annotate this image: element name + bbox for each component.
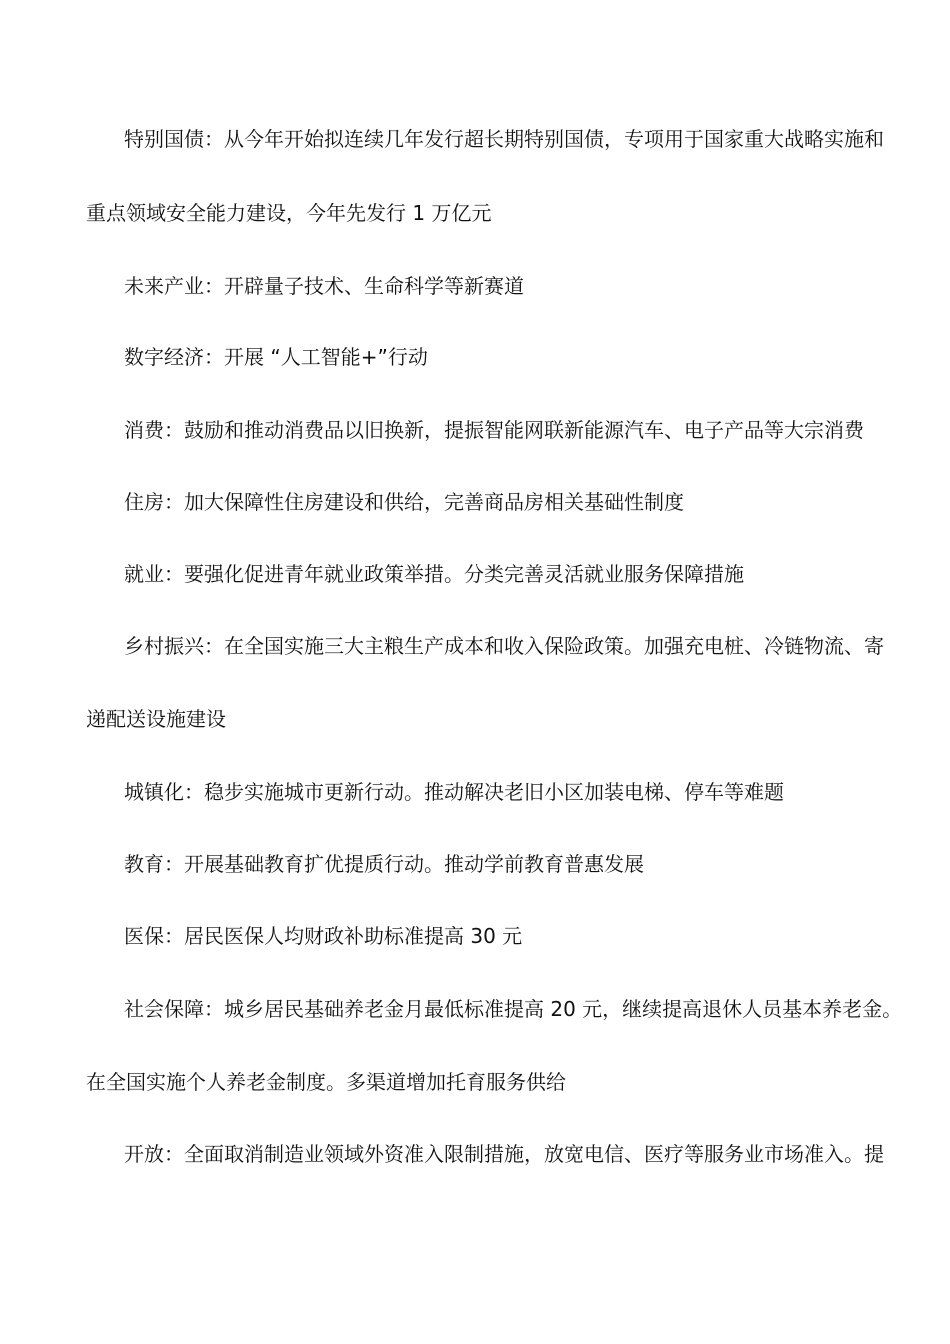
paragraph-digital-economy: 数字经济：开展 “人工智能+”行动 (124, 345, 428, 369)
paragraph-consumption: 消费：鼓励和推动消费品以旧换新，提振智能网联新能源汽车、电子产品等大宗消费 (124, 418, 864, 442)
paragraph-housing: 住房：加大保障性住房建设和供给，完善商品房相关基础性制度 (124, 490, 684, 514)
paragraph-social-security-cont: 在全国实施个人养老金制度。多渠道增加托育服务供给 (86, 1070, 566, 1094)
paragraph-opening-up: 开放：全面取消制造业领域外资准入限制措施，放宽电信、医疗等服务业市场准入。提 (124, 1142, 884, 1166)
paragraph-social-security: 社会保障：城乡居民基础养老金月最低标准提高 20 元，继续提高退休人员基本养老金。 (124, 997, 903, 1021)
paragraph-urbanization: 城镇化：稳步实施城市更新行动。推动解决老旧小区加装电梯、停车等难题 (124, 780, 784, 804)
paragraph-medical-insurance: 医保：居民医保人均财政补助标准提高 30 元 (124, 924, 523, 948)
paragraph-education: 教育：开展基础教育扩优提质行动。推动学前教育普惠发展 (124, 852, 644, 876)
paragraph-special-bonds: 特别国债：从今年开始拟连续几年发行超长期特别国债，专项用于国家重大战略实施和 (124, 127, 884, 151)
paragraph-special-bonds-cont: 重点领域安全能力建设，今年先发行 1 万亿元 (86, 201, 492, 225)
paragraph-rural-revitalization: 乡村振兴：在全国实施三大主粮生产成本和收入保险政策。加强充电桩、冷链物流、寄 (124, 634, 884, 658)
paragraph-employment: 就业：要强化促进青年就业政策举措。分类完善灵活就业服务保障措施 (124, 562, 744, 586)
paragraph-future-industry: 未来产业：开辟量子技术、生命科学等新赛道 (124, 274, 524, 298)
paragraph-rural-revitalization-cont: 递配送设施建设 (86, 707, 226, 731)
